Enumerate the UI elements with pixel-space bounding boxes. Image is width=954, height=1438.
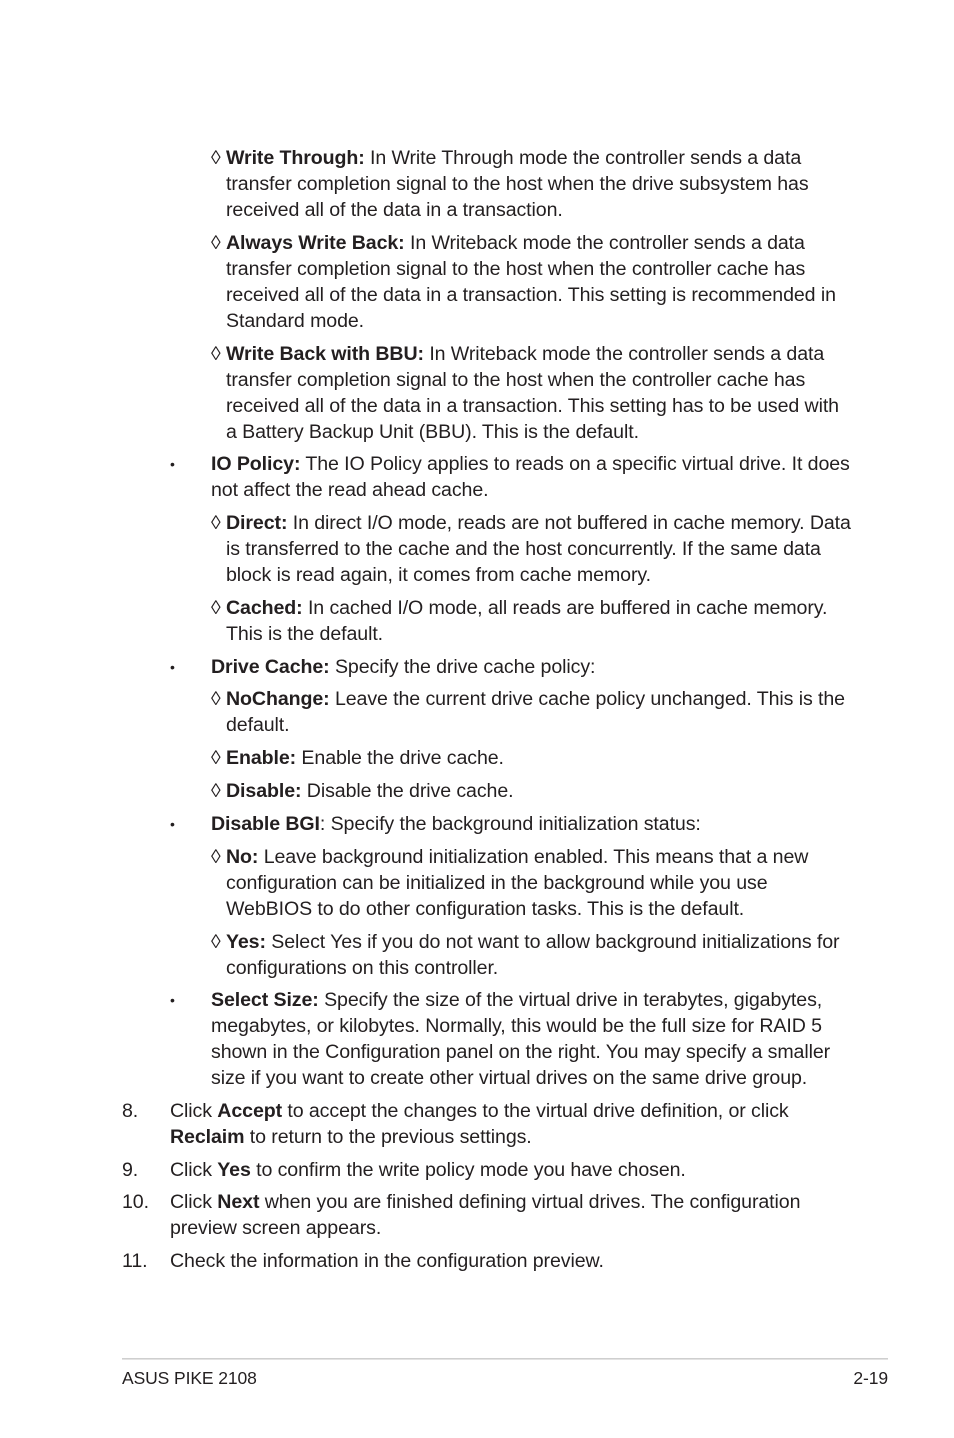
- item-text: Specify the size of the virtual drive in terabytes, gigabytes, megabytes, or kilobytes. Normally, this would be the full size for RAID 5 shown in the Configuration panel on the right. You may specify a smaller size if you want to create other virtual drives on the same drive group.: [211, 989, 831, 1089]
- reclaim-term: Reclaim: [170, 1126, 245, 1148]
- diamond-icon: ◊: [211, 747, 221, 769]
- item-text: The IO Policy applies to reads on a specific virtual drive. It does not affect the read ahead cache.: [211, 453, 850, 501]
- diamond-icon: ◊: [211, 846, 221, 868]
- step-9: [122, 1157, 842, 1183]
- item-text: Leave background initialization enabled. This means that a new configuration can be initialized in the background while you use WebBIOS to do other configuration tasks. This is the default.: [226, 846, 809, 920]
- step-8: [122, 1098, 842, 1150]
- bullet-icon: •: [170, 816, 175, 832]
- item-label: Write Through:: [226, 147, 365, 169]
- item-label: Cached:: [226, 597, 303, 619]
- item-label: Direct:: [226, 512, 288, 534]
- diamond-icon: ◊: [211, 931, 221, 953]
- step-text: to confirm the write policy mode you have chosen.: [250, 1159, 686, 1181]
- drive-cache-bullet: [170, 654, 850, 680]
- item-label: Always Write Back:: [226, 232, 405, 254]
- write-back-bbu-item: [211, 341, 851, 445]
- item-label: IO Policy:: [211, 453, 301, 475]
- bullet-icon: •: [170, 456, 175, 472]
- item-label: Yes:: [226, 931, 266, 953]
- disable-item: [211, 778, 851, 804]
- item-text: Enable the drive cache.: [296, 747, 504, 769]
- item-text: In Write Through mode the controller sends a data transfer completion signal to the host when the drive subsystem has received all of the data in a transaction.: [226, 147, 809, 221]
- next-term: Next: [217, 1191, 260, 1213]
- diamond-icon: ◊: [211, 780, 221, 802]
- step-text: Click: [170, 1159, 218, 1181]
- always-write-back-item: [211, 230, 851, 334]
- bullet-icon: •: [170, 992, 175, 1008]
- nochange-item: [211, 686, 851, 738]
- step-text: to accept the changes to the virtual drive definition, or click: [282, 1100, 789, 1122]
- select-size-bullet: [170, 987, 850, 1091]
- item-label: Disable BGI: [211, 813, 320, 835]
- step-number: 10.: [122, 1191, 149, 1213]
- step-text: Check the information in the configuration preview.: [170, 1250, 604, 1272]
- step-number: 8.: [122, 1100, 139, 1122]
- item-label: Disable:: [226, 780, 302, 802]
- footer-divider: [122, 1358, 888, 1360]
- diamond-icon: ◊: [211, 343, 221, 365]
- item-text: Leave the current drive cache policy unchanged. This is the default.: [226, 688, 845, 736]
- write-through-item: [211, 145, 851, 223]
- diamond-icon: ◊: [211, 512, 221, 534]
- item-text: In Writeback mode the controller sends a data transfer completion signal to the host when the controller cache has received all of the data in a transaction. This setting is recommended in Standard mode.: [226, 232, 836, 332]
- footer-page-number: 2-19: [853, 1368, 888, 1388]
- step-number: 9.: [122, 1159, 139, 1181]
- item-label: No:: [226, 846, 259, 868]
- item-text: In direct I/O mode, reads are not buffered in cache memory. Data is transferred to the cache and the host concurrently. If the same data block is read again, it comes from cache memory.: [226, 512, 851, 586]
- diamond-icon: ◊: [211, 597, 221, 619]
- enable-item: [211, 745, 851, 771]
- step-10: [122, 1189, 842, 1241]
- step-text: Click: [170, 1100, 218, 1122]
- disable-bgi-bullet: [170, 811, 850, 837]
- yes-term: Yes: [217, 1159, 251, 1181]
- item-text: : Specify the background initialization status:: [319, 813, 701, 835]
- item-label: Drive Cache:: [211, 656, 330, 678]
- step-text: when you are finished defining virtual drives. The configuration preview screen appears.: [170, 1191, 801, 1239]
- item-text: In cached I/O mode, all reads are buffered in cache memory. This is the default.: [226, 597, 828, 645]
- step-text: Click: [170, 1191, 218, 1213]
- diamond-icon: ◊: [211, 688, 221, 710]
- step-text: to return to the previous settings.: [244, 1126, 532, 1148]
- item-text: Specify the drive cache policy:: [329, 656, 596, 678]
- step-11: [122, 1248, 842, 1274]
- no-item: [211, 844, 851, 922]
- accept-term: Accept: [217, 1100, 283, 1122]
- bullet-icon: •: [170, 659, 175, 675]
- cached-item: [211, 595, 851, 647]
- step-number: 11.: [122, 1250, 148, 1272]
- direct-item: [211, 510, 851, 588]
- footer-product-name: ASUS PIKE 2108: [122, 1368, 257, 1388]
- item-label: Enable:: [226, 747, 297, 769]
- item-label: Select Size:: [211, 989, 319, 1011]
- diamond-icon: ◊: [211, 232, 221, 254]
- io-policy-bullet: [170, 451, 850, 503]
- item-text: Disable the drive cache.: [301, 780, 514, 802]
- item-text: In Writeback mode the controller sends a data transfer completion signal to the host when the controller cache has received all of the data in a transaction. This setting has to be used with a Battery Backup Unit (BBU). This is the default.: [226, 343, 839, 443]
- item-text: Select Yes if you do not want to allow background initializations for configurations on this controller.: [226, 931, 840, 979]
- diamond-icon: ◊: [211, 147, 221, 169]
- yes-item: [211, 929, 851, 981]
- item-label: Write Back with BBU:: [226, 343, 424, 365]
- item-label: NoChange:: [226, 688, 330, 710]
